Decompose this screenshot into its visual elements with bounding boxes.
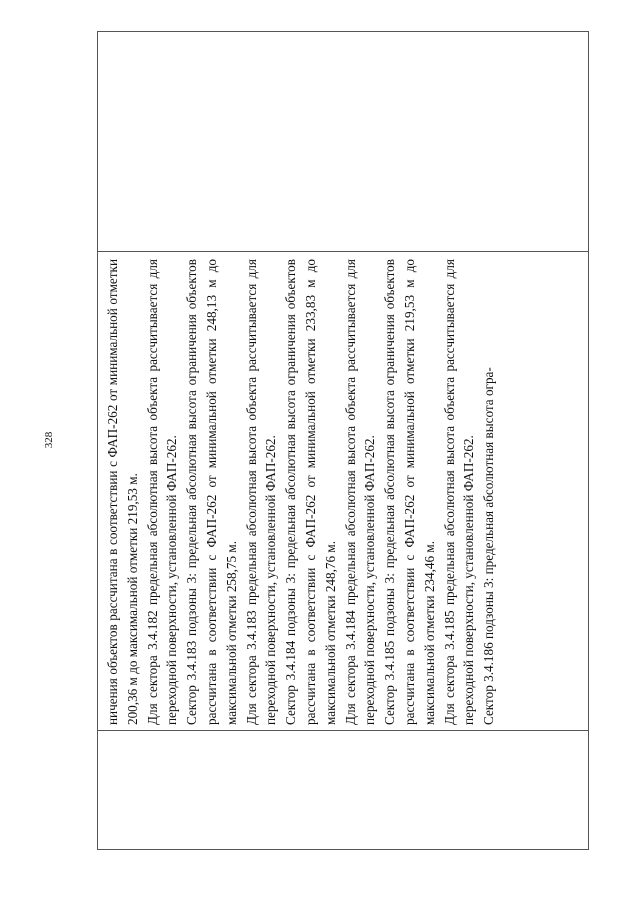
cell-paragraph: Сектор 3.4.183 подзоны 3: предельная абсолютная высота ограничения объектов рассчитана в соответствии с ФАП-262 от минимальной отметки 248,13 м до максимальной отметки 258,75 м. (184, 259, 239, 725)
cell-paragraph: Сектор 3.4.184 подзоны 3: предельная абсолютная высота ограничения объектов рассчитана в соответствии с ФАП-262 от минимальной отметки 233,83 м до максимальной отметки 248,76 м. (283, 259, 338, 725)
page-number: 328 (43, 431, 55, 449)
cell-paragraph: Для сектора 3.4.185 предельная абсолютная высота объекта рассчитывается для переходной поверхности, установленной ФАП-262. (441, 259, 477, 725)
cell-paragraph: ничения объектов рассчитана в соответствии с ФАП-262 от минимальной отметки 200,36 м до максимальной отметки 219,53 м. (105, 259, 140, 725)
table-column-divider (98, 730, 588, 731)
cell-text-block (100, 255, 590, 729)
cell-paragraph: Для сектора 3.4.183 предельная абсолютная высота объекта рассчитывается для переходной поверхности, установленной ФАП-262. (243, 259, 279, 725)
cell-paragraph: Для сектора 3.4.184 предельная абсолютная высота объекта рассчитывается для переходной поверхности, установленной ФАП-262. (342, 259, 378, 725)
cell-paragraph: Для сектора 3.4.182 предельная абсолютная высота объекта рассчитывается для переходной поверхности, установленной ФАП-262. (144, 259, 180, 725)
cell-paragraph: Сектор 3.4.185 подзоны 3: предельная абсолютная высота ограничения объектов рассчитана в соответствии с ФАП-262 от минимальной отметки 219,53 м до максимальной отметки 234,46 м. (382, 259, 437, 725)
table-column-divider (98, 251, 588, 252)
table-cell-description (100, 253, 590, 729)
cell-paragraph: Сектор 3.4.186 подзоны 3: предельная абсолютная высота огра- (481, 367, 497, 725)
